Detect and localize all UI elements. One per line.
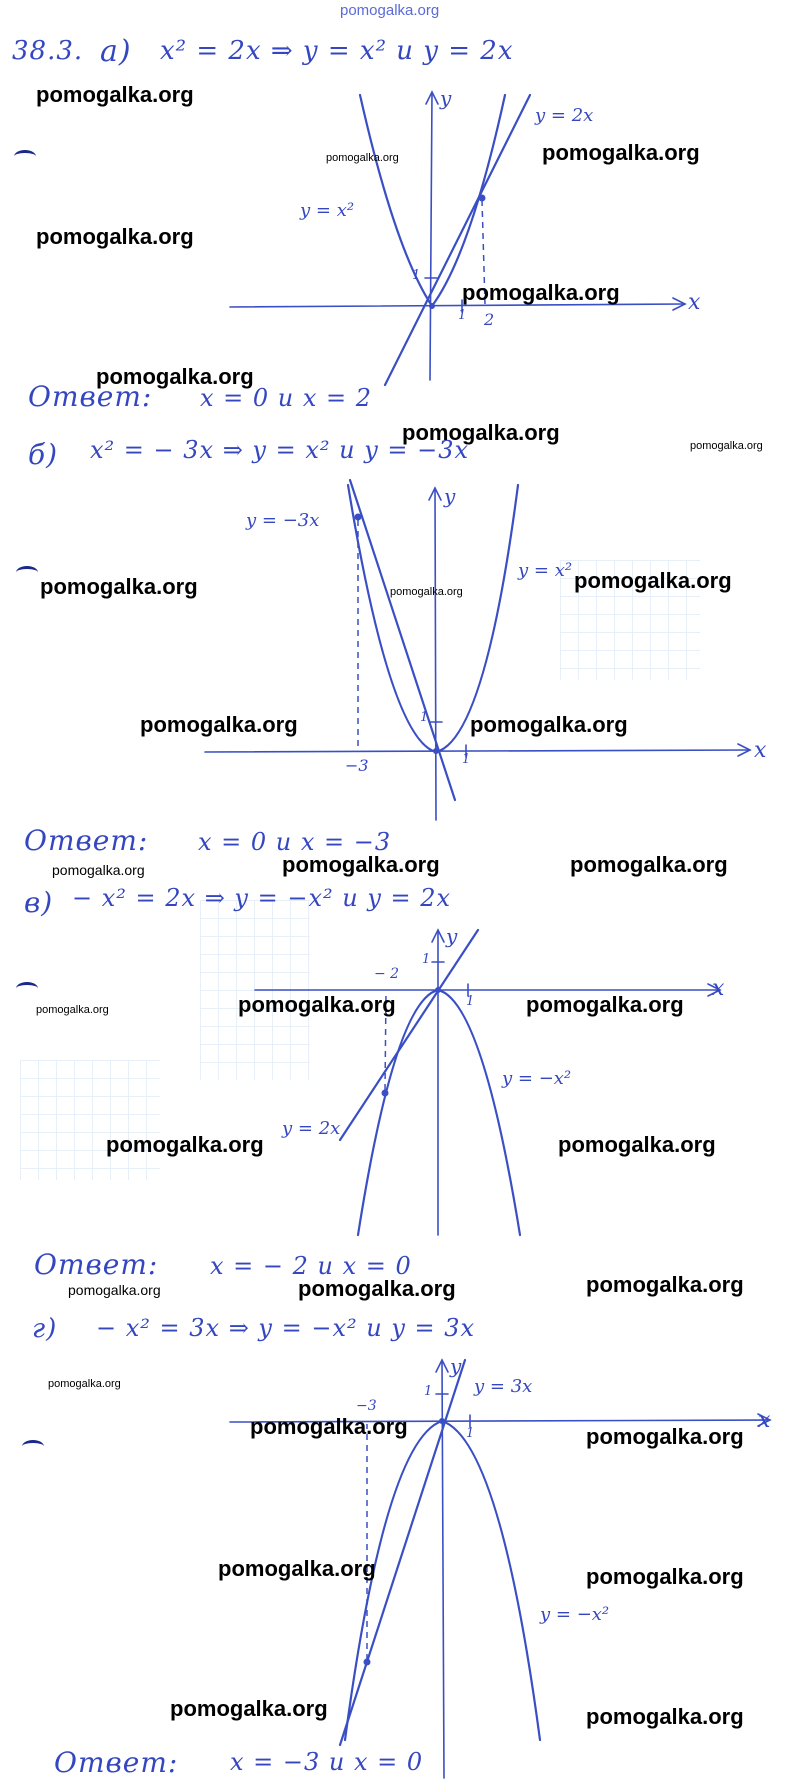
part-c-letter: в): [24, 886, 54, 919]
graph-c-y-label: y: [446, 924, 458, 948]
watermark: pomogalka.org: [250, 1414, 408, 1439]
graph-c-tick-x1: 1: [466, 994, 475, 1009]
problem-number: 38.3.: [12, 36, 84, 66]
graph-a-y-label: y: [440, 86, 452, 110]
margin-mark: [16, 566, 38, 579]
part-b-equation: x² = − 3x ⇒ y = x² и y = −3x: [90, 436, 470, 464]
watermark: pomogalka.org: [570, 852, 728, 877]
graph-b-y-label: y: [444, 484, 456, 508]
watermark: pomogalka.org: [170, 1696, 328, 1721]
part-a-equation: x² = 2x ⇒ y = x² и y = 2x: [160, 36, 514, 66]
watermark: pomogalka.org: [48, 1378, 121, 1390]
part-c-equation: − x² = 2x ⇒ y = −x² и y = 2x: [72, 884, 452, 912]
graph-a-tick-x2: 2: [484, 310, 495, 329]
graph-c-tick-x2: − 2: [374, 966, 400, 982]
watermark: pomogalka.org: [326, 152, 399, 164]
graph-d-y-label: y: [450, 1354, 462, 1378]
watermark: pomogalka.org: [390, 586, 463, 598]
graph-a-tick-y: 1: [412, 268, 421, 283]
watermark: pomogalka.org: [574, 568, 732, 593]
watermark: pomogalka.org: [586, 1704, 744, 1729]
graph-d-tick-x1: 1: [466, 1426, 475, 1441]
part-d-answer: x = −3 и x = 0: [230, 1748, 424, 1776]
part-b-letter: б): [28, 438, 59, 471]
y-axis-a: [430, 92, 432, 380]
part-b-answer: x = 0 и x = −3: [198, 828, 392, 856]
part-a-answer-word: Ответ:: [28, 380, 153, 413]
graph-b-tick-x2: −3: [345, 756, 369, 775]
graph-a-line-label: y = 2x: [535, 105, 594, 126]
graph-a-tick-x1: 1: [458, 308, 467, 323]
watermark: pomogalka.org: [36, 1004, 109, 1016]
watermark: pomogalka.org: [462, 280, 620, 305]
watermark: pomogalka.org: [36, 82, 194, 107]
watermark: pomogalka.org: [526, 992, 684, 1017]
margin-mark: [16, 982, 38, 995]
graph-d-curve-label: y = −x²: [540, 1604, 610, 1625]
watermark: pomogalka.org: [282, 852, 440, 877]
watermark: pomogalka.org: [52, 862, 145, 878]
watermark: pomogalka.org: [68, 1282, 161, 1298]
part-a-answer: x = 0 и x = 2: [200, 384, 373, 412]
graph-c-line-label: y = 2x: [282, 1118, 341, 1139]
watermark: pomogalka.org: [586, 1272, 744, 1297]
graph-c-x-label: x: [712, 976, 725, 1001]
watermark: pomogalka.org: [298, 1276, 456, 1301]
watermark: pomogalka.org: [40, 574, 198, 599]
part-c-answer: x = − 2 и x = 0: [210, 1252, 412, 1280]
watermark: pomogalka.org: [96, 364, 254, 389]
watermark: pomogalka.org: [140, 712, 298, 737]
part-d-equation: − x² = 3x ⇒ y = −x² и y = 3x: [96, 1314, 476, 1342]
graph-d-tick-y: 1: [424, 1384, 433, 1399]
part-a-letter: а): [100, 34, 132, 69]
part-d-answer-word: Ответ:: [54, 1746, 179, 1779]
line-a: [385, 95, 530, 385]
watermark: pomogalka.org: [402, 420, 560, 445]
watermark: pomogalka.org: [218, 1556, 376, 1581]
x-axis-b: [205, 750, 750, 752]
part-d-letter: г): [32, 1314, 58, 1344]
part-c-answer-word: Ответ:: [34, 1248, 159, 1281]
graph-b-x-label: x: [754, 738, 767, 763]
graph-b-tick-y: 1: [420, 710, 429, 725]
watermark: pomogalka.org: [542, 140, 700, 165]
parabola-c: [358, 990, 520, 1235]
watermark: pomogalka.org: [690, 440, 763, 452]
graph-b-curve-label: y = x²: [518, 560, 573, 581]
watermark: pomogalka.org: [106, 1132, 264, 1157]
margin-mark: [14, 150, 36, 163]
watermark: pomogalka.org: [558, 1132, 716, 1157]
graph-b-line-label: y = −3x: [246, 510, 320, 531]
graph-a-x-label: x: [688, 290, 701, 315]
part-b-answer-word: Ответ:: [24, 824, 149, 857]
line-c: [340, 930, 478, 1140]
graph-b-tick-x1: 1: [462, 752, 471, 767]
watermark: pomogalka.org: [586, 1564, 744, 1589]
watermark: pomogalka.org: [238, 992, 396, 1017]
graph-c-curve-label: y = −x²: [502, 1068, 572, 1089]
graph-a-curve-label: y = x²: [300, 200, 355, 221]
graph-c-tick-y: 1: [422, 952, 431, 967]
watermark: pomogalka.org: [586, 1424, 744, 1449]
y-axis-b: [435, 488, 436, 820]
site-header-watermark: pomogalka.org: [340, 2, 440, 19]
graph-d-tick-x2: −3: [356, 1398, 377, 1414]
watermark: pomogalka.org: [36, 224, 194, 249]
watermark: pomogalka.org: [470, 712, 628, 737]
graph-d-line-label: y = 3x: [474, 1376, 533, 1397]
graph-d-x-label: x: [758, 1408, 771, 1433]
margin-mark: [22, 1440, 44, 1453]
